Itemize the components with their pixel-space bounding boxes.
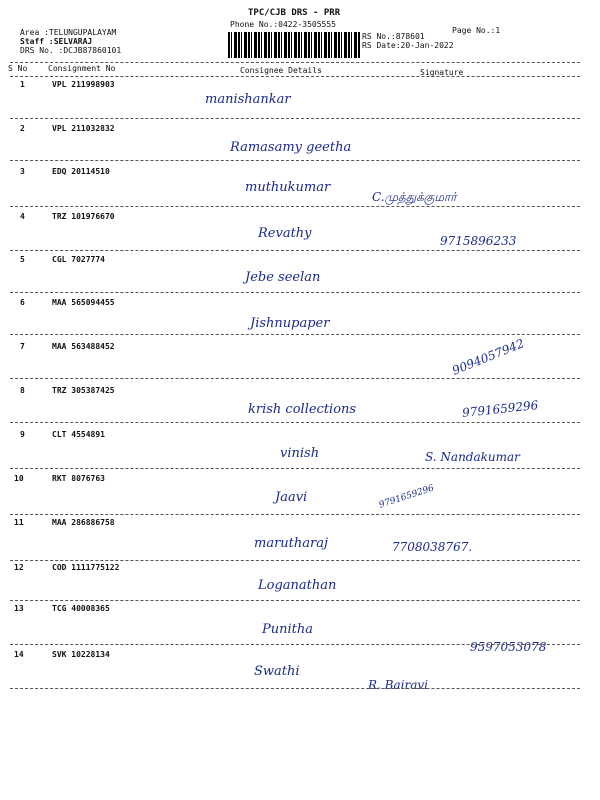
row-consignment: TRZ 101976670: [52, 212, 115, 221]
row-consignee: Jaavi: [275, 490, 308, 505]
drs-number: DRS No. :DCJB87860101: [20, 46, 122, 55]
document-title: TPC/CJB DRS - PRR: [248, 8, 341, 18]
row-divider: [10, 560, 580, 561]
area-label: Area :TELUNGUPALAYAM: [20, 28, 117, 37]
row-consignment: RKT 8076763: [52, 474, 105, 483]
row-consignment: MAA 563488452: [52, 342, 115, 351]
row-sno: 10: [14, 474, 24, 483]
page-number: Page No.:1: [452, 26, 501, 35]
row-divider: [10, 688, 580, 689]
header-bottom-rule: [10, 76, 580, 77]
row-signature: 9791659296: [377, 483, 436, 511]
row-consignee: Revathy: [258, 226, 312, 241]
row-sno: 2: [20, 124, 25, 133]
row-divider: [10, 250, 580, 251]
row-divider: [10, 118, 580, 119]
row-sno: 6: [20, 298, 25, 307]
row-consignee: Jishnupaper: [250, 316, 330, 331]
row-consignee: manishankar: [205, 92, 291, 107]
row-signature: 9791659296: [461, 398, 539, 420]
row-consignee: Jebe seelan: [245, 270, 321, 285]
row-consignment: TRZ 305387425: [52, 386, 115, 395]
row-signature: 9094057942: [450, 336, 527, 378]
col-consignee: Consignee Details: [240, 66, 322, 75]
row-consignee: marutharaj: [254, 536, 329, 551]
row-consignment: EDQ 20114510: [52, 167, 110, 176]
row-sno: 11: [14, 518, 24, 527]
row-divider: [10, 644, 580, 645]
row-consignment: CLT 4554891: [52, 430, 105, 439]
header-top-rule: [10, 62, 580, 63]
row-consignment: SVK 10228134: [52, 650, 110, 659]
row-consignment: TCG 40008365: [52, 604, 110, 613]
row-sno: 5: [20, 255, 25, 264]
row-sno: 13: [14, 604, 24, 613]
row-sno: 7: [20, 342, 25, 351]
row-sno: 8: [20, 386, 25, 395]
rs-date: RS Date:20-Jan-2022: [362, 41, 454, 50]
row-consignment: COD 1111775122: [52, 563, 120, 572]
row-consignee: Swathi: [254, 664, 300, 679]
row-signature: S. Nandakumar: [425, 450, 520, 464]
row-divider: [10, 514, 580, 515]
row-consignee: Loganathan: [258, 578, 337, 593]
row-consignment: MAA 286886758: [52, 518, 115, 527]
row-consignee: muthukumar: [245, 180, 331, 195]
row-consignment: VPL 211032832: [52, 124, 115, 133]
row-divider: [10, 292, 580, 293]
col-consignment: Consignment No: [48, 64, 116, 73]
col-signature: Signature: [420, 68, 464, 77]
row-sno: 1: [20, 80, 25, 89]
row-signature: C.முத்துக்குமார்: [372, 190, 457, 204]
row-sno: 12: [14, 563, 24, 572]
rs-number: RS No.:878601: [362, 32, 425, 41]
row-consignment: CGL 7027774: [52, 255, 105, 264]
row-divider: [10, 600, 580, 601]
row-divider: [10, 422, 580, 423]
row-signature: R. Bairavi: [368, 678, 428, 692]
row-signature: 9715896233: [440, 234, 517, 248]
row-sno: 4: [20, 212, 25, 221]
row-sno: 14: [14, 650, 24, 659]
row-sno: 9: [20, 430, 25, 439]
row-sno: 3: [20, 167, 25, 176]
row-consignee: Punitha: [262, 622, 313, 637]
row-consignee: Ramasamy geetha: [230, 140, 352, 155]
col-sno: S No: [8, 64, 28, 73]
phone-number: Phone No.:0422-3505555: [230, 20, 336, 29]
row-signature: 9597053078: [470, 640, 547, 654]
row-divider: [10, 206, 580, 207]
row-consignee: krish collections: [248, 402, 357, 417]
row-divider: [10, 160, 580, 161]
row-consignment: MAA 565094455: [52, 298, 115, 307]
row-divider: [10, 378, 580, 379]
barcode-image: [228, 32, 360, 58]
row-consignee: vinish: [280, 446, 320, 461]
row-signature: 7708038767.: [392, 540, 473, 554]
row-divider: [10, 468, 580, 469]
staff-label: Staff :SELVARAJ: [20, 37, 93, 46]
row-consignment: VPL 211998903: [52, 80, 115, 89]
row-divider: [10, 334, 580, 335]
